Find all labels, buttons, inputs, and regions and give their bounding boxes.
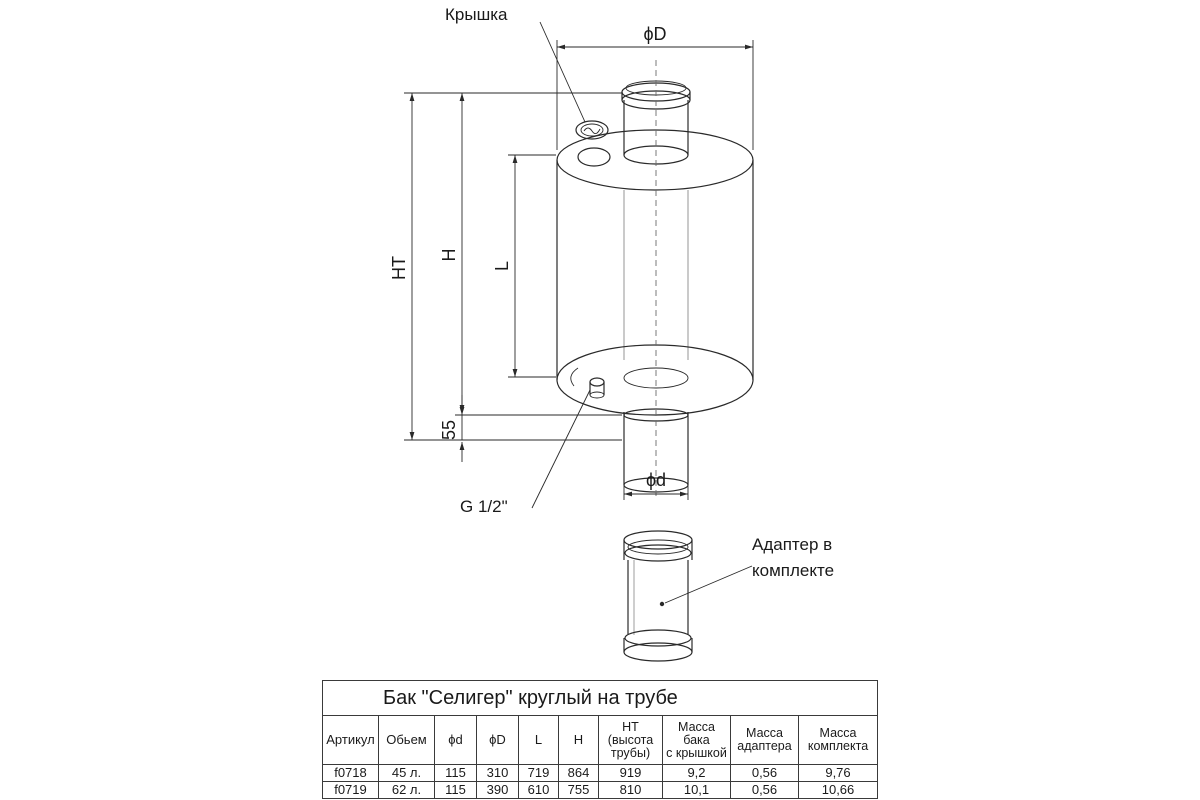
label-height: H [439, 248, 459, 262]
dimension-offset [439, 395, 462, 462]
column-header: Обьем [379, 716, 435, 765]
table-cell: 0,56 [731, 765, 799, 782]
column-header: ϕd [435, 716, 477, 765]
table-cell: f0718 [323, 765, 379, 782]
column-header: L [519, 716, 559, 765]
column-header: ϕD [477, 716, 519, 765]
lid-callout [445, 5, 585, 122]
table-cell: 919 [599, 765, 663, 782]
column-header: Масса комплекта [799, 716, 878, 765]
table-cell: 810 [599, 782, 663, 799]
table-cell: 9,2 [663, 765, 731, 782]
table-cell: 115 [435, 782, 477, 799]
dimension-outer-diameter [557, 24, 753, 150]
table-cell: 115 [435, 765, 477, 782]
table-cell: 45 л. [379, 765, 435, 782]
table-cell: 610 [519, 782, 559, 799]
table-cell: f0719 [323, 782, 379, 799]
fitting [571, 368, 604, 398]
table-cell: 10,1 [663, 782, 731, 799]
table-cell: 62 л. [379, 782, 435, 799]
label-outer-diameter: ϕD [643, 24, 667, 44]
column-header: Масса адаптера [731, 716, 799, 765]
table-row [323, 765, 878, 782]
table-cell: 390 [477, 782, 519, 799]
label-length: L [492, 260, 512, 272]
table-cell: 9,76 [799, 765, 878, 782]
lid [576, 121, 608, 139]
column-header: Масса бака с крышкой [663, 716, 731, 765]
table-cell: 310 [477, 765, 519, 782]
adapter-callout [665, 535, 834, 603]
table-row [323, 782, 878, 799]
table-cell: 10,66 [799, 782, 878, 799]
label-adapter-line2: комплекте [752, 561, 835, 580]
table-cell: 755 [559, 782, 599, 799]
lower-pipe [624, 60, 688, 500]
filling-hole [578, 148, 610, 166]
dimension-height [439, 93, 622, 415]
table-cell: 719 [519, 765, 559, 782]
label-total-height: HT [389, 256, 409, 280]
tank-body [557, 130, 753, 415]
table-cell: 0,56 [731, 782, 799, 799]
table-cell: 864 [559, 765, 599, 782]
label-offset: 55 [439, 419, 459, 441]
fitting-callout [460, 390, 590, 516]
label-fitting: G 1/2" [460, 497, 508, 516]
spec-table [322, 680, 878, 799]
label-lid: Крышка [445, 5, 508, 24]
column-header: H [559, 716, 599, 765]
column-header: Артикул [323, 716, 379, 765]
dimension-length [492, 155, 556, 377]
label-adapter-line1: Адаптер в [752, 535, 833, 554]
table-title: Бак "Селигер" круглый на трубе [323, 681, 878, 716]
column-header: HT (высота трубы) [599, 716, 663, 765]
label-pipe-diameter: ϕd [645, 470, 667, 490]
